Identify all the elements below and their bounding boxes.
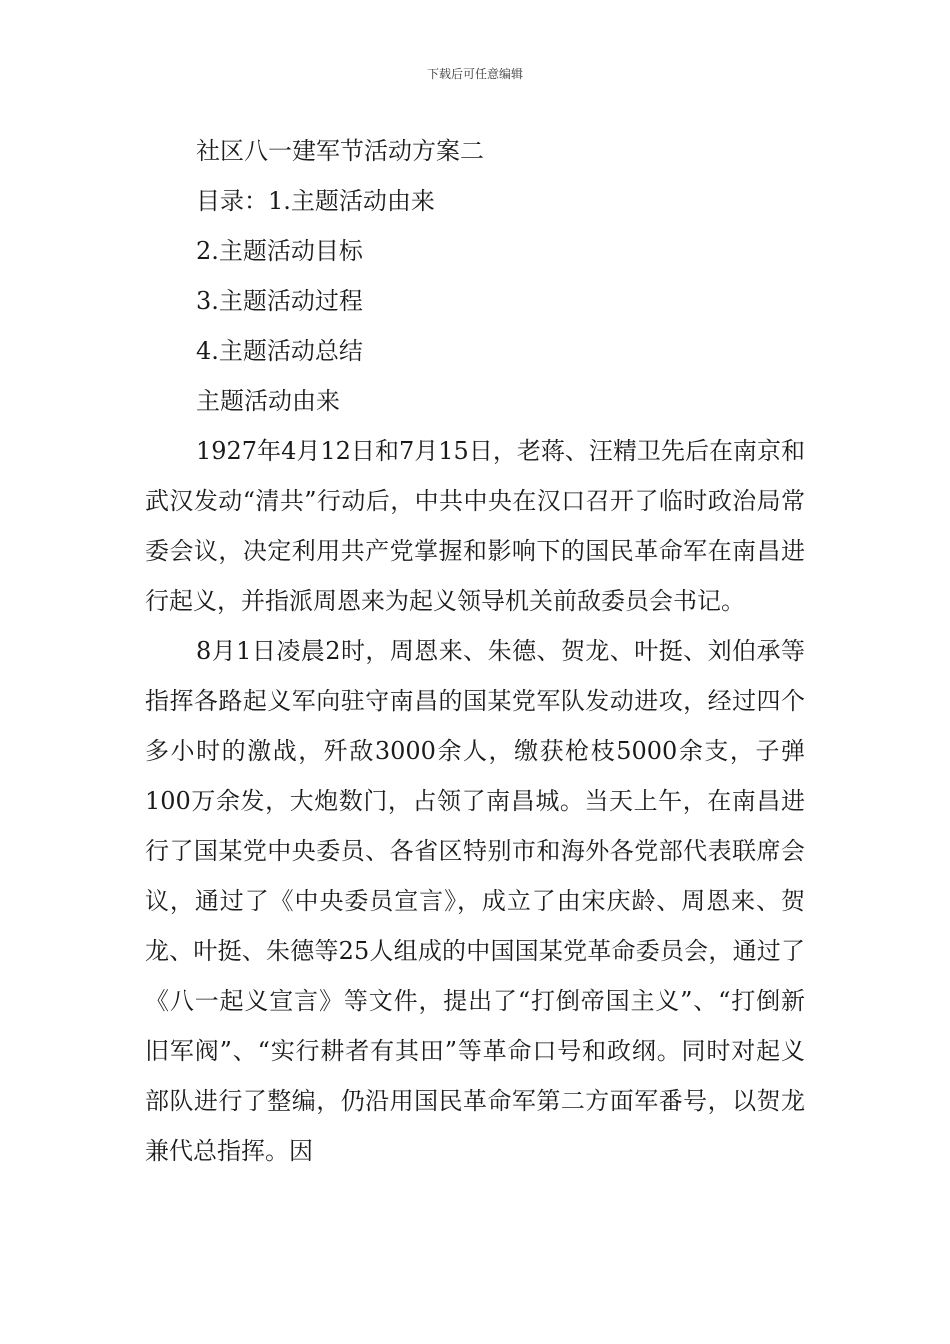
document-body xyxy=(145,126,805,1176)
toc-item-4: 4.主题活动总结 xyxy=(196,337,363,365)
toc-item-1: 目录：1.主题活动由来 xyxy=(196,187,435,215)
paragraph-1: 1927年4月12日和7月15日，老蒋、汪精卫先后在南京和武汉发动“清共”行动后，中共中央在汉口召开了临时政治局常委会议，决定利用共产党掌握和影响下的国民革命军在南昌进行起义，并指派周恩来为起义领导机关前敌委员会书记。 xyxy=(145,437,805,615)
page-header-note: 下载后可任意编辑 xyxy=(426,67,523,81)
toc-item-3: 3.主题活动过程 xyxy=(196,287,363,315)
toc-item-2: 2.主题活动目标 xyxy=(196,237,363,265)
document-title: 社区八一建军节活动方案二 xyxy=(196,137,484,165)
paragraph-2: 8月1日凌晨2时，周恩来、朱德、贺龙、叶挺、刘伯承等指挥各路起义军向驻守南昌的国某党军队发动进攻，经过四个多小时的激战，歼敌3000余人，缴获枪枝5000余支，子弹100万余发，大炮数门，占领了南昌城。当天上午，在南昌进行了国某党中央委员、各省区特别市和海外各党部代表联席会议，通过了《中央委员宣言》，成立了由宋庆龄、周恩来、贺龙、叶挺、朱德等25人组成的中国国某党革命委员会，通过了《八一起义宣言》等文件，提出了“打倒帝国主义”、“打倒新旧军阀”、“实行耕者有其田”等革命口号和政纲。同时对起义部队进行了整编，仍沿用国民革命军第二方面军番号，以贺龙兼代总指挥。因 xyxy=(145,637,805,1165)
section-heading: 主题活动由来 xyxy=(196,387,340,415)
